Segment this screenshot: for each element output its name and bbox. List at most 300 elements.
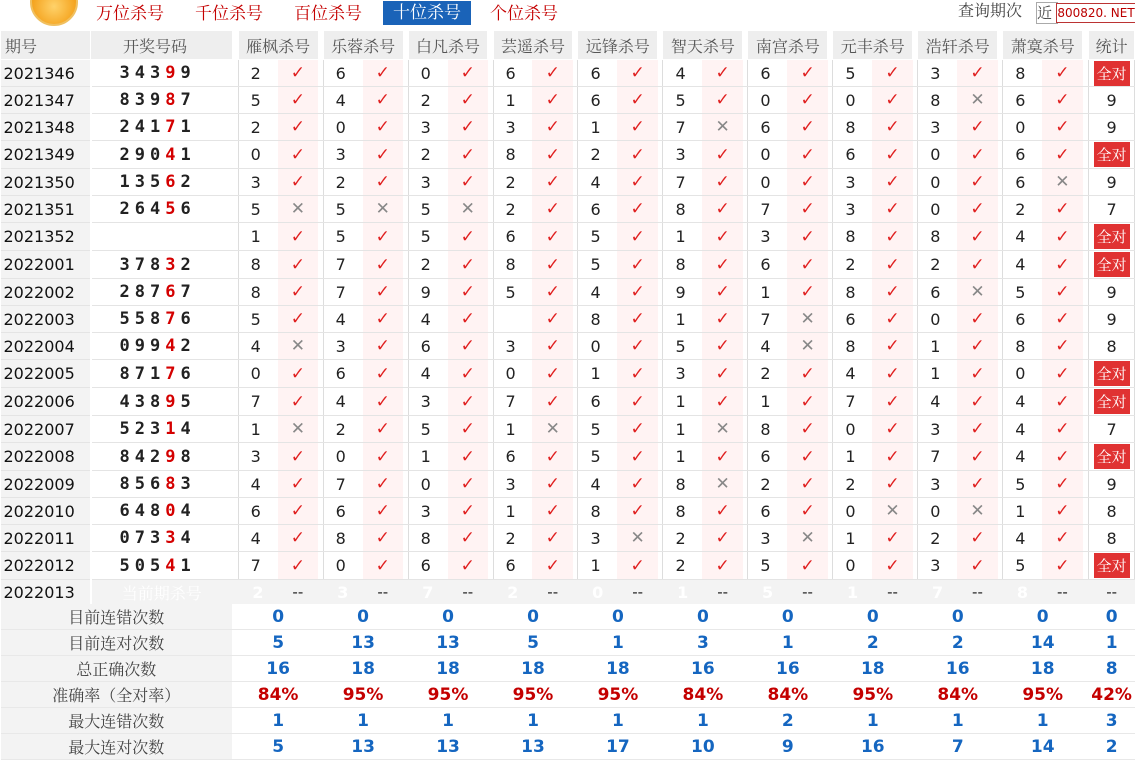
summary-value: 18	[408, 656, 488, 682]
draw-digit: 6	[180, 199, 196, 219]
draw-digit: 7	[134, 528, 151, 548]
draw-digit: 4	[119, 391, 135, 412]
kill-number-cell: 8	[493, 141, 532, 169]
all-correct-badge[interactable]: 全对	[1094, 61, 1130, 86]
kill-number-cell: 6	[833, 141, 872, 169]
draw-digit-highlight: 8	[165, 90, 181, 110]
current-kill-button[interactable]: 当前期杀号	[91, 580, 233, 605]
kill-number-cell: 1	[663, 416, 702, 443]
summary-row	[1, 604, 1135, 630]
summary-value: 13	[493, 734, 573, 760]
draw-digit: 4	[180, 528, 196, 548]
period-cell: 2022004	[1, 333, 91, 360]
check-icon: ✓	[363, 114, 403, 141]
draw-digit: 4	[134, 63, 151, 83]
all-correct-badge[interactable]: 全对	[1094, 142, 1130, 167]
check-icon: ✓	[1042, 87, 1082, 114]
stat-cell: 8	[1089, 498, 1135, 525]
current-kill-number: 0	[578, 580, 617, 605]
check-icon: ✓	[1042, 388, 1082, 416]
check-icon: ✓	[872, 223, 912, 251]
check-icon: ✓	[957, 223, 997, 251]
kill-number-cell: 0	[238, 360, 277, 388]
kill-number-cell: 2	[323, 416, 362, 443]
check-icon: ✓	[787, 141, 827, 169]
kill-number-cell: 8	[663, 196, 702, 223]
kill-number-cell: 1	[493, 498, 532, 525]
kill-number-cell: 4	[238, 333, 277, 360]
kill-number-cell: 8	[1003, 60, 1042, 87]
summary-value: 0	[578, 604, 658, 630]
kill-number-cell: 3	[408, 498, 447, 525]
kill-number-cell: 8	[663, 498, 702, 525]
pending-result: --	[363, 580, 403, 605]
kill-number-cell: 0	[918, 498, 957, 525]
current-kill-number: 2	[238, 580, 277, 605]
kill-number-cell: 6	[408, 552, 447, 580]
kill-number-cell: 1	[493, 416, 532, 443]
kill-number-cell: 6	[493, 443, 532, 471]
cross-icon: ✕	[787, 306, 827, 333]
summary-value: 17	[578, 734, 658, 760]
check-icon: ✓	[617, 388, 657, 416]
summary-value: 16	[238, 656, 318, 682]
check-icon: ✓	[278, 169, 318, 196]
kill-number-cell: 5	[578, 416, 617, 443]
kill-number-cell: 4	[833, 360, 872, 388]
check-icon: ✓	[957, 416, 997, 443]
summary-value: 0	[323, 604, 403, 630]
check-icon: ✓	[617, 552, 657, 580]
check-icon: ✓	[957, 141, 997, 169]
draw-digit: 8	[150, 391, 166, 412]
kill-number-cell: 4	[408, 360, 447, 388]
draw-number-cell	[91, 333, 233, 360]
check-icon: ✓	[363, 388, 403, 416]
draw-digit: 1	[180, 144, 196, 165]
kill-number-cell: 1	[833, 443, 872, 471]
draw-digit: 7	[180, 282, 196, 302]
kill-number-cell: 3	[663, 360, 702, 388]
cross-icon: ✕	[702, 471, 742, 498]
check-icon: ✓	[1042, 333, 1082, 360]
kill-number-cell: 6	[578, 196, 617, 223]
check-icon: ✓	[702, 360, 742, 388]
tab-ge-kill[interactable]: 个位杀号	[490, 4, 558, 24]
draw-digit: 8	[150, 254, 166, 275]
kill-number-cell: 0	[918, 306, 957, 333]
draw-number-cell	[91, 169, 233, 196]
check-icon: ✓	[957, 114, 997, 141]
draw-digit-highlight: 5	[165, 199, 181, 219]
kill-number-cell: 6	[748, 251, 787, 279]
period-cell: 2021349	[1, 141, 91, 169]
current-kill-number: 2	[493, 580, 532, 605]
kill-number-cell: 2	[238, 114, 277, 141]
kill-number-cell: 9	[408, 279, 447, 306]
check-icon: ✓	[787, 279, 827, 306]
summary-value: 18	[833, 656, 913, 682]
check-icon: ✓	[532, 251, 572, 279]
cross-icon: ✕	[278, 333, 318, 360]
kill-number-cell: 0	[1003, 114, 1042, 141]
draw-digit: 3	[150, 419, 166, 439]
check-icon: ✓	[957, 251, 997, 279]
draw-number-cell	[91, 114, 233, 141]
pending-result: --	[1042, 580, 1082, 605]
check-icon: ✓	[957, 169, 997, 196]
check-icon: ✓	[532, 552, 572, 580]
kill-number-cell: 3	[493, 114, 532, 141]
check-icon: ✓	[872, 169, 912, 196]
cross-icon: ✕	[702, 416, 742, 443]
kill-number-cell: 3	[748, 525, 787, 552]
kill-number-cell: 4	[578, 471, 617, 498]
table-row	[1, 60, 1135, 87]
pending-result: --	[787, 580, 827, 605]
check-icon: ✓	[363, 251, 403, 279]
cross-icon: ✕	[448, 196, 488, 223]
check-icon: ✓	[363, 471, 403, 498]
check-icon: ✓	[278, 223, 318, 251]
kill-number-cell: 8	[323, 525, 362, 552]
kill-number-cell: 5	[1003, 552, 1042, 580]
draw-digit-highlight: 7	[165, 117, 181, 137]
site-watermark: 800820. NET	[1056, 3, 1135, 23]
tab-bai-kill[interactable]: 百位杀号	[294, 4, 362, 24]
summary-label: 目前连对次数	[1, 630, 233, 656]
check-icon: ✓	[957, 443, 997, 471]
kill-number-cell: 2	[663, 552, 702, 580]
stat-cell: 9	[1089, 169, 1135, 196]
kill-number-cell: 8	[238, 251, 277, 279]
tab-shi-kill[interactable]	[383, 1, 471, 25]
draw-number-cell	[91, 552, 233, 580]
draw-digit: 0	[119, 528, 135, 548]
check-icon: ✓	[617, 114, 657, 141]
draw-digit: 5	[134, 474, 151, 494]
draw-digit: 9	[180, 63, 196, 83]
summary-value: 2	[833, 630, 913, 656]
period-cell: 2022009	[1, 471, 91, 498]
summary-value: 1	[323, 708, 403, 734]
draw-digit: 4	[180, 419, 196, 439]
all-correct-badge[interactable]: 全对	[1094, 252, 1130, 277]
draw-number-cell	[91, 443, 233, 471]
cross-icon: ✕	[957, 87, 997, 114]
kill-number-cell: 0	[408, 471, 447, 498]
kill-number-cell: 6	[748, 498, 787, 525]
check-icon: ✓	[363, 87, 403, 114]
kill-number-cell: 3	[408, 169, 447, 196]
summary-value: 7	[918, 734, 998, 760]
kill-number-cell: 1	[238, 223, 277, 251]
tab-wan-kill[interactable]: 万位杀号	[96, 4, 164, 24]
cross-icon: ✕	[787, 525, 827, 552]
draw-digit: 6	[150, 474, 166, 494]
draw-digit: 7	[180, 90, 196, 110]
check-icon: ✓	[872, 141, 912, 169]
check-icon: ✓	[957, 552, 997, 580]
check-icon: ✓	[787, 498, 827, 525]
check-icon: ✓	[872, 471, 912, 498]
pending-result: --	[278, 580, 318, 605]
period-cell: 2021351	[1, 196, 91, 223]
tab-qian-kill[interactable]: 千位杀号	[195, 4, 263, 24]
kill-number-cell: 3	[238, 169, 277, 196]
summary-value: 84%	[663, 682, 743, 708]
kill-number-cell: 2	[323, 169, 362, 196]
kill-number-cell: 2	[918, 525, 957, 552]
kill-number-cell: 3	[918, 471, 957, 498]
draw-number-cell	[91, 87, 233, 114]
draw-digit-highlight: 8	[165, 474, 181, 494]
kill-number-cell: 5	[238, 306, 277, 333]
table-row	[1, 525, 1135, 552]
summary-label: 总正确次数	[1, 656, 233, 682]
kill-number-cell: 0	[578, 333, 617, 360]
stat-cell	[1089, 141, 1135, 169]
draw-digit: 5	[119, 555, 135, 576]
all-correct-badge[interactable]: 全对	[1094, 444, 1130, 469]
kill-number-cell: 8	[663, 251, 702, 279]
check-icon: ✓	[532, 471, 572, 498]
kill-number-cell: 6	[323, 498, 362, 525]
draw-digit: 2	[180, 336, 196, 356]
check-icon: ✓	[363, 333, 403, 360]
draw-digit: 3	[119, 63, 135, 83]
summary-value: 0	[663, 604, 743, 630]
check-icon: ✓	[448, 87, 488, 114]
query-period-select[interactable]: 近	[1036, 2, 1058, 24]
check-icon: ✓	[532, 333, 572, 360]
all-correct-badge[interactable]: 全对	[1094, 553, 1130, 578]
stat-cell	[1089, 360, 1135, 388]
kill-number-cell: 5	[833, 60, 872, 87]
draw-digit: 8	[134, 282, 151, 302]
kill-number-cell: 0	[323, 552, 362, 580]
draw-digit: 2	[119, 117, 135, 137]
kill-number-cell: 9	[663, 279, 702, 306]
summary-stat-value: 8	[1089, 656, 1135, 682]
kill-number-cell: 1	[578, 360, 617, 388]
pending-result: --	[448, 580, 488, 605]
check-icon: ✓	[363, 223, 403, 251]
check-icon: ✓	[1042, 306, 1082, 333]
check-icon: ✓	[702, 87, 742, 114]
summary-value: 1	[833, 708, 913, 734]
kill-number-cell: 8	[833, 114, 872, 141]
stat-cell: 9	[1089, 306, 1135, 333]
summary-row	[1, 734, 1135, 760]
check-icon: ✓	[532, 525, 572, 552]
check-icon: ✓	[702, 498, 742, 525]
check-icon: ✓	[1042, 279, 1082, 306]
kill-number-cell: 3	[323, 333, 362, 360]
summary-value: 0	[833, 604, 913, 630]
pending-result: --	[872, 580, 912, 605]
period-header: 期号	[1, 31, 91, 60]
check-icon: ✓	[702, 169, 742, 196]
check-icon: ✓	[872, 87, 912, 114]
kill-number-cell: 3	[918, 114, 957, 141]
check-icon: ✓	[617, 196, 657, 223]
current-kill-number: 1	[663, 580, 702, 605]
kill-number-cell: 5	[408, 416, 447, 443]
check-icon: ✓	[702, 443, 742, 471]
draw-digit: 5	[134, 309, 151, 329]
cross-icon: ✕	[278, 416, 318, 443]
draw-digit-highlight: 1	[165, 419, 181, 439]
draw-digit-highlight: 9	[165, 446, 181, 467]
check-icon: ✓	[617, 141, 657, 169]
kill-number-cell: 8	[748, 416, 787, 443]
draw-number-cell	[91, 306, 233, 333]
cross-icon: ✕	[957, 279, 997, 306]
summary-value: 5	[238, 630, 318, 656]
kill-number-cell	[493, 306, 532, 333]
table-row	[1, 552, 1135, 580]
check-icon: ✓	[532, 169, 572, 196]
kill-number-cell: 6	[833, 306, 872, 333]
draw-digit-highlight: 6	[165, 282, 181, 302]
pending-result: --	[532, 580, 572, 605]
summary-value: 0	[238, 604, 318, 630]
draw-digit: 8	[150, 501, 166, 521]
check-icon: ✓	[363, 169, 403, 196]
check-icon: ✓	[532, 87, 572, 114]
summary-value: 13	[408, 734, 488, 760]
period-cell: 2022012	[1, 552, 91, 580]
summary-value: 95%	[1003, 682, 1083, 708]
kill-number-cell: 3	[323, 141, 362, 169]
summary-value: 2	[748, 708, 828, 734]
table-header-row	[1, 31, 1135, 60]
table-row	[1, 87, 1135, 114]
kill-number-cell: 2	[493, 525, 532, 552]
check-icon: ✓	[448, 333, 488, 360]
summary-value: 2	[918, 630, 998, 656]
draw-digit: 3	[150, 63, 166, 83]
kill-number-cell: 5	[323, 223, 362, 251]
kill-number-cell: 8	[833, 279, 872, 306]
check-icon: ✓	[957, 525, 997, 552]
summary-value: 18	[1003, 656, 1083, 682]
check-icon: ✓	[957, 306, 997, 333]
current-kill-number: 7	[408, 580, 447, 605]
summary-row	[1, 656, 1135, 682]
summary-value: 1	[663, 708, 743, 734]
check-icon: ✓	[1042, 498, 1082, 525]
check-icon: ✓	[1042, 525, 1082, 552]
draw-digit: 3	[134, 90, 151, 110]
stat-cell	[1089, 552, 1135, 580]
summary-value: 1	[578, 630, 658, 656]
check-icon: ✓	[1042, 360, 1082, 388]
expert-header: 浩轩杀号	[918, 31, 998, 60]
kill-number-cell: 7	[238, 552, 277, 580]
draw-digit: 8	[119, 446, 135, 467]
expert-header: 白凡杀号	[408, 31, 488, 60]
kill-number-cell: 1	[663, 223, 702, 251]
kill-number-cell: 0	[323, 114, 362, 141]
kill-number-cell: 4	[748, 333, 787, 360]
check-icon: ✓	[787, 114, 827, 141]
summary-label: 最大连对次数	[1, 734, 233, 760]
check-icon: ✓	[278, 360, 318, 388]
kill-number-cell: 6	[323, 360, 362, 388]
stat-cell: 8	[1089, 333, 1135, 360]
kill-number-cell: 2	[833, 251, 872, 279]
draw-digit: 2	[180, 254, 196, 275]
summary-value: 95%	[578, 682, 658, 708]
all-correct-badge[interactable]: 全对	[1094, 389, 1130, 414]
kill-number-cell: 1	[238, 416, 277, 443]
draw-digit: 9	[134, 336, 151, 356]
draw-digit: 1	[180, 117, 196, 137]
kill-number-cell: 7	[493, 388, 532, 416]
site-logo	[30, 0, 78, 26]
expert-header: 智天杀号	[663, 31, 743, 60]
kill-number-cell: 1	[833, 525, 872, 552]
kill-number-cell: 7	[748, 196, 787, 223]
table-row	[1, 306, 1135, 333]
kill-number-cell: 5	[1003, 471, 1042, 498]
draw-digit: 2	[180, 172, 196, 192]
table-row	[1, 279, 1135, 306]
expert-header: 南宫杀号	[748, 31, 828, 60]
check-icon: ✓	[702, 279, 742, 306]
draw-digit: 5	[119, 419, 135, 439]
check-icon: ✓	[617, 279, 657, 306]
check-icon: ✓	[617, 416, 657, 443]
kill-number-cell: 4	[408, 306, 447, 333]
pending-result: --	[617, 580, 657, 605]
pending-result: --	[957, 580, 997, 605]
kill-number-cell: 7	[323, 279, 362, 306]
check-icon: ✓	[363, 60, 403, 87]
stat-cell	[1089, 388, 1135, 416]
cross-icon: ✕	[363, 196, 403, 223]
table-row	[1, 388, 1135, 416]
draw-digit: 3	[119, 254, 135, 275]
stat-cell	[1089, 223, 1135, 251]
summary-value: 1	[493, 708, 573, 734]
kill-number-cell: 0	[833, 416, 872, 443]
check-icon: ✓	[1042, 223, 1082, 251]
summary-value: 10	[663, 734, 743, 760]
kill-number-cell: 1	[918, 360, 957, 388]
kill-number-cell: 3	[748, 223, 787, 251]
check-icon: ✓	[448, 279, 488, 306]
draw-digit: 2	[134, 419, 151, 439]
period-cell: 2022011	[1, 525, 91, 552]
draw-digit-highlight: 9	[165, 391, 181, 412]
kill-number-cell: 0	[833, 552, 872, 580]
summary-value: 0	[493, 604, 573, 630]
all-correct-badge[interactable]: 全对	[1094, 361, 1130, 386]
draw-digit: 4	[180, 501, 196, 521]
kill-number-cell: 8	[833, 333, 872, 360]
all-correct-badge[interactable]: 全对	[1094, 224, 1130, 249]
period-cell: 2021347	[1, 87, 91, 114]
cross-icon: ✕	[787, 333, 827, 360]
summary-value: 9	[748, 734, 828, 760]
draw-digit: 8	[119, 474, 135, 494]
kill-number-cell: 3	[238, 443, 277, 471]
kill-number-cell: 6	[238, 498, 277, 525]
stat-cell: 9	[1089, 114, 1135, 141]
